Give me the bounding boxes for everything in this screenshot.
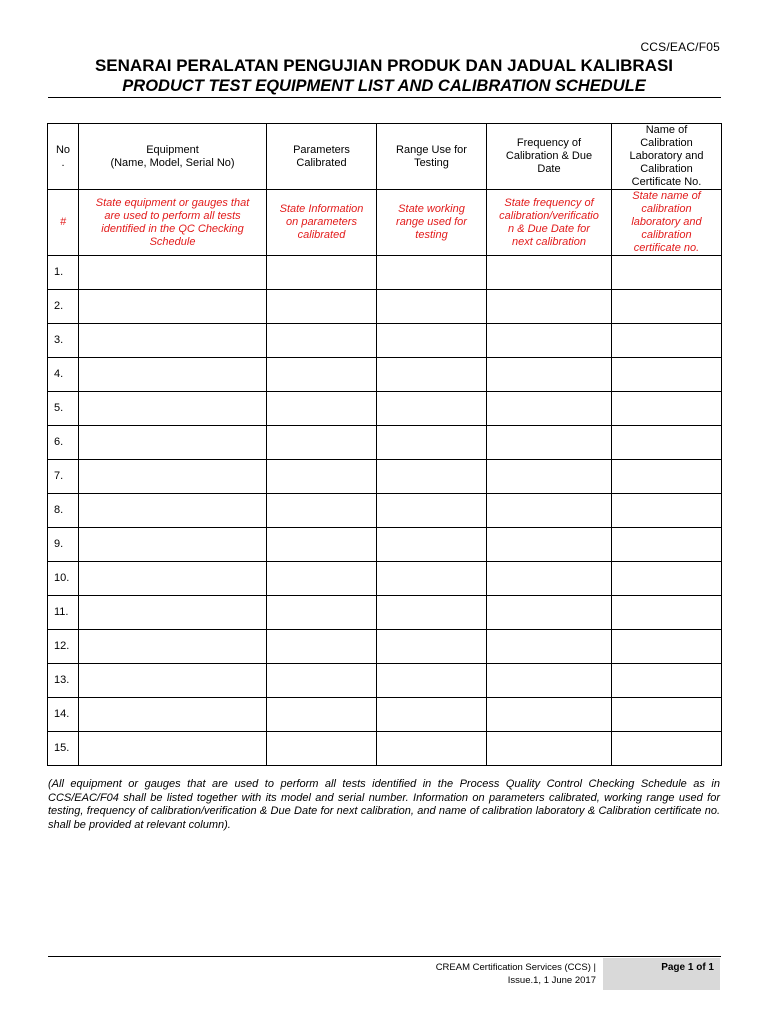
frequency-cell[interactable] bbox=[487, 698, 612, 732]
table-row bbox=[48, 426, 722, 460]
laboratory-cell[interactable] bbox=[612, 324, 722, 358]
no-cell: 5. bbox=[48, 392, 79, 426]
equipment-cell[interactable] bbox=[79, 426, 267, 460]
equipment-cell[interactable] bbox=[79, 596, 267, 630]
table-row bbox=[48, 732, 722, 766]
guide-range: State working range used for testing bbox=[377, 190, 487, 256]
frequency-cell[interactable] bbox=[487, 256, 612, 290]
range-cell[interactable] bbox=[377, 562, 487, 596]
laboratory-cell[interactable] bbox=[612, 664, 722, 698]
table-row bbox=[48, 392, 722, 426]
equipment-cell[interactable] bbox=[79, 698, 267, 732]
parameters-cell[interactable] bbox=[267, 562, 377, 596]
laboratory-cell[interactable] bbox=[612, 460, 722, 494]
laboratory-cell[interactable] bbox=[612, 494, 722, 528]
table-row bbox=[48, 630, 722, 664]
parameters-cell[interactable] bbox=[267, 290, 377, 324]
laboratory-cell[interactable] bbox=[612, 426, 722, 460]
frequency-cell[interactable] bbox=[487, 528, 612, 562]
range-cell[interactable] bbox=[377, 290, 487, 324]
header-frequency: Frequency of Calibration & Due Date bbox=[487, 124, 612, 190]
frequency-cell[interactable] bbox=[487, 732, 612, 766]
title-english: PRODUCT TEST EQUIPMENT LIST AND CALIBRATION SCHEDULE bbox=[122, 77, 646, 95]
no-cell: 14. bbox=[48, 698, 79, 732]
guide-no: # bbox=[48, 190, 79, 256]
parameters-cell[interactable] bbox=[267, 732, 377, 766]
footer-org-name: CREAM Certification Services (CCS) | bbox=[435, 962, 596, 973]
range-cell[interactable] bbox=[377, 324, 487, 358]
table-row bbox=[48, 596, 722, 630]
frequency-cell[interactable] bbox=[487, 358, 612, 392]
footer-issue: Issue.1, 1 June 2017 bbox=[507, 974, 596, 986]
parameters-cell[interactable] bbox=[267, 494, 377, 528]
header-no: No . bbox=[48, 124, 79, 190]
frequency-cell[interactable] bbox=[487, 290, 612, 324]
footer-organization bbox=[336, 962, 596, 987]
range-cell[interactable] bbox=[377, 256, 487, 290]
no-cell: 6. bbox=[48, 426, 79, 460]
equipment-cell[interactable] bbox=[79, 494, 267, 528]
range-cell[interactable] bbox=[377, 596, 487, 630]
document-code: CCS/EAC/F05 bbox=[640, 40, 720, 54]
no-cell: 2. bbox=[48, 290, 79, 324]
laboratory-cell[interactable] bbox=[612, 290, 722, 324]
no-cell: 3. bbox=[48, 324, 79, 358]
equipment-cell[interactable] bbox=[79, 732, 267, 766]
title-divider bbox=[48, 97, 721, 98]
parameters-cell[interactable] bbox=[267, 426, 377, 460]
guide-laboratory: State name of calibration laboratory and calibration certificate no. bbox=[612, 190, 722, 256]
equipment-cell[interactable] bbox=[79, 460, 267, 494]
no-cell: 7. bbox=[48, 460, 79, 494]
parameters-cell[interactable] bbox=[267, 324, 377, 358]
parameters-cell[interactable] bbox=[267, 392, 377, 426]
footer-divider bbox=[48, 956, 721, 957]
table-row bbox=[48, 256, 722, 290]
table-row bbox=[48, 324, 722, 358]
table-row bbox=[48, 494, 722, 528]
equipment-cell[interactable] bbox=[79, 630, 267, 664]
table-header-row bbox=[48, 124, 722, 190]
equipment-cell[interactable] bbox=[79, 528, 267, 562]
parameters-cell[interactable] bbox=[267, 256, 377, 290]
no-cell: 4. bbox=[48, 358, 79, 392]
frequency-cell[interactable] bbox=[487, 562, 612, 596]
table-row bbox=[48, 290, 722, 324]
frequency-cell[interactable] bbox=[487, 460, 612, 494]
header-laboratory: Name of Calibration Laboratory and Calibration Certificate No. bbox=[612, 124, 722, 190]
laboratory-cell[interactable] bbox=[612, 596, 722, 630]
table-guidance-row bbox=[48, 190, 722, 256]
equipment-cell[interactable] bbox=[79, 562, 267, 596]
range-cell[interactable] bbox=[377, 426, 487, 460]
no-cell: 13. bbox=[48, 664, 79, 698]
laboratory-cell[interactable] bbox=[612, 698, 722, 732]
parameters-cell[interactable] bbox=[267, 358, 377, 392]
range-cell[interactable] bbox=[377, 494, 487, 528]
no-cell: 12. bbox=[48, 630, 79, 664]
range-cell[interactable] bbox=[377, 664, 487, 698]
range-cell[interactable] bbox=[377, 528, 487, 562]
frequency-cell[interactable] bbox=[487, 630, 612, 664]
frequency-cell[interactable] bbox=[487, 494, 612, 528]
laboratory-cell[interactable] bbox=[612, 358, 722, 392]
laboratory-cell[interactable] bbox=[612, 392, 722, 426]
frequency-cell[interactable] bbox=[487, 664, 612, 698]
equipment-cell[interactable] bbox=[79, 358, 267, 392]
equipment-table bbox=[47, 123, 722, 766]
header-parameters: Parameters Calibrated bbox=[267, 124, 377, 190]
frequency-cell[interactable] bbox=[487, 596, 612, 630]
title-malay: SENARAI PERALATAN PENGUJIAN PRODUK DAN JADUAL KALIBRASI bbox=[94, 56, 674, 75]
equipment-cell[interactable] bbox=[79, 392, 267, 426]
table-row bbox=[48, 358, 722, 392]
equipment-cell[interactable] bbox=[79, 256, 267, 290]
guide-frequency: State frequency of calibration/verificatio n & Due Date for next calibration bbox=[487, 190, 612, 256]
no-cell: 9. bbox=[48, 528, 79, 562]
parameters-cell[interactable] bbox=[267, 698, 377, 732]
equipment-cell[interactable] bbox=[79, 664, 267, 698]
laboratory-cell[interactable] bbox=[612, 528, 722, 562]
parameters-cell[interactable] bbox=[267, 630, 377, 664]
header-equipment: Equipment (Name, Model, Serial No) bbox=[79, 124, 267, 190]
frequency-cell[interactable] bbox=[487, 324, 612, 358]
table-row bbox=[48, 664, 722, 698]
frequency-cell[interactable] bbox=[487, 392, 612, 426]
laboratory-cell[interactable] bbox=[612, 256, 722, 290]
parameters-cell[interactable] bbox=[267, 664, 377, 698]
laboratory-cell[interactable] bbox=[612, 562, 722, 596]
guide-parameters: State Information on parameters calibrated bbox=[267, 190, 377, 256]
table-row bbox=[48, 562, 722, 596]
range-cell[interactable] bbox=[377, 460, 487, 494]
range-cell[interactable] bbox=[377, 698, 487, 732]
equipment-cell[interactable] bbox=[79, 324, 267, 358]
parameters-cell[interactable] bbox=[267, 528, 377, 562]
no-cell: 15. bbox=[48, 732, 79, 766]
no-cell: 11. bbox=[48, 596, 79, 630]
footer-page-number: Page 1 of 1 bbox=[603, 958, 720, 990]
guide-equipment: State equipment or gauges that are used to perform all tests identified in the QC Checking Schedule bbox=[79, 190, 267, 256]
no-cell: 8. bbox=[48, 494, 79, 528]
no-cell: 1. bbox=[48, 256, 79, 290]
table-row bbox=[48, 698, 722, 732]
laboratory-cell[interactable] bbox=[612, 630, 722, 664]
parameters-cell[interactable] bbox=[267, 460, 377, 494]
laboratory-cell[interactable] bbox=[612, 732, 722, 766]
footnote: (All equipment or gauges that are used to perform all tests identified in the Process Quality Control Checking Schedule as in CCS/EAC/F04 shall be listed together with its model and serial number. Information on parameters calibrated, working range used for testing, frequency of calibration/verification & Due Date for next calibration, and name of calibration laboratory & Calibration certificate no. shall be provided at relevant column). bbox=[48, 778, 720, 831]
frequency-cell[interactable] bbox=[487, 426, 612, 460]
equipment-cell[interactable] bbox=[79, 290, 267, 324]
range-cell[interactable] bbox=[377, 358, 487, 392]
header-range: Range Use for Testing bbox=[377, 124, 487, 190]
parameters-cell[interactable] bbox=[267, 596, 377, 630]
table-row bbox=[48, 528, 722, 562]
range-cell[interactable] bbox=[377, 392, 487, 426]
range-cell[interactable] bbox=[377, 630, 487, 664]
range-cell[interactable] bbox=[377, 732, 487, 766]
no-cell: 10. bbox=[48, 562, 79, 596]
table-row bbox=[48, 460, 722, 494]
